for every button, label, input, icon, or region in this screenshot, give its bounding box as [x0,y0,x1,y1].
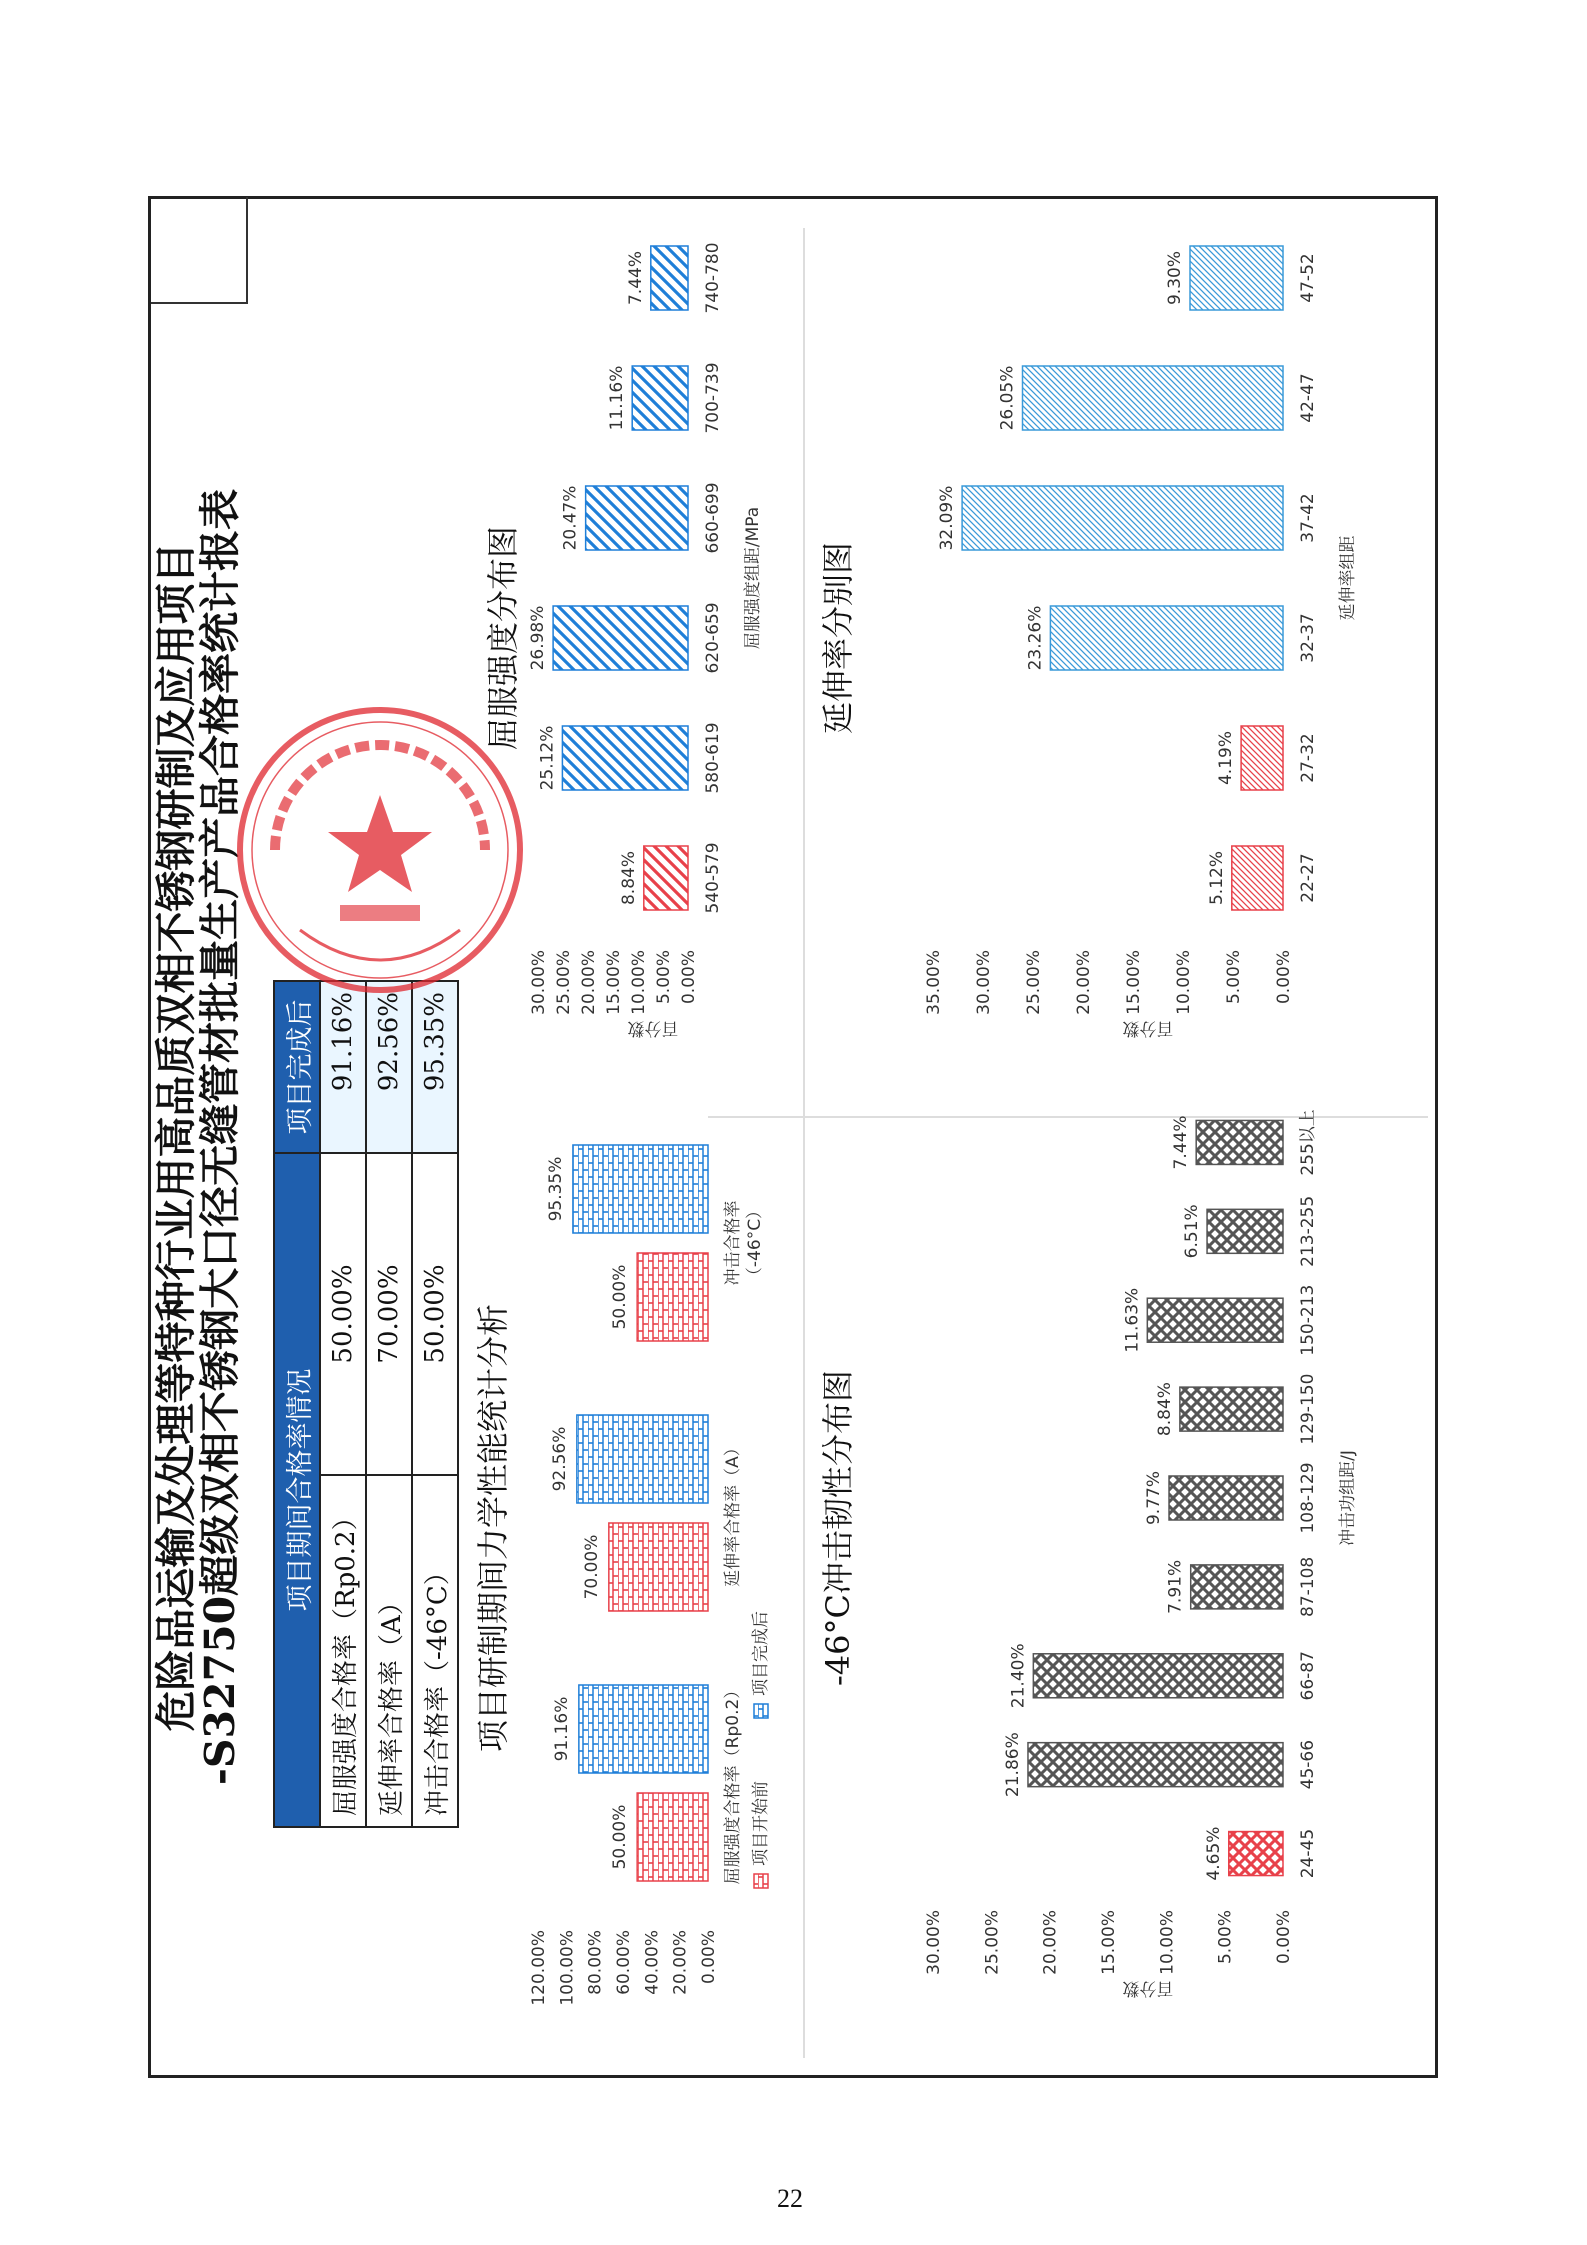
bar [1028,1743,1283,1787]
summary-row-after: 95.35% [412,981,458,1153]
bar [579,1685,708,1773]
chart-elong [813,198,1413,1078]
data-label: 8.84% [618,850,639,906]
bar [553,606,688,670]
bar [1207,1209,1283,1253]
legend-swatch [754,1874,768,1888]
y-tick-label: 25.00% [1024,950,1044,1015]
legend-swatch [754,1704,768,1718]
data-label: 32.09% [937,485,958,551]
bar [586,486,688,550]
data-label: 20.47% [560,485,581,551]
chart-title: 项目研制期间力学性能统计分析 [474,1304,512,1753]
chart-title: 屈服强度分布图 [484,526,522,751]
x-tick-label: 37-42 [1298,493,1318,543]
summary-row-after: 91.16% [320,981,366,1153]
x-tick-label: 屈服强度合格率（Rp0.2） [723,1681,743,1885]
data-label: 4.65% [1203,1826,1224,1881]
summary-row-name: 延伸率合格率（A） [366,1475,412,1827]
data-label: 50.00% [610,1804,631,1870]
bar [577,1415,708,1503]
summary-row-before: 50.00% [412,1153,458,1475]
chart-impact-svg [813,1078,1413,2038]
legend-label: 项目开始前 [751,1781,771,1866]
y-tick-label: 80.00% [585,1930,606,1995]
y-tick-label: 120.00% [529,1930,549,2006]
x-tick-label: 213-255 [1298,1195,1318,1267]
x-tick-label: 延伸率合格率（A） [723,1439,743,1587]
x-axis-label: 冲击功组距/J [1338,1450,1358,1546]
x-tick-label: （-46°C） [745,1201,765,1285]
y-tick-label: 15.00% [1124,950,1144,1015]
x-tick-label: 540-579 [703,842,723,914]
bar [644,846,688,910]
bar [1050,606,1283,670]
y-tick-label: 25.00% [982,1910,1003,1975]
summary-row-name: 冲击合格率（-46°C） [412,1475,458,1827]
bar [1033,1654,1283,1698]
data-label: 26.05% [997,365,1018,431]
data-label: 95.35% [545,1156,566,1222]
summary-row-name: 屈服强度合格率（Rp0.2） [320,1475,366,1827]
bar [562,726,688,790]
bar [632,366,688,430]
data-label: 9.77% [1144,1470,1165,1526]
bar [1196,1120,1283,1164]
summary-row [412,981,458,1827]
y-tick-label: 0.00% [1274,950,1294,1005]
data-label: 7.91% [1165,1559,1186,1614]
chart-title: 延伸率分别图 [819,542,857,735]
y-tick-label: 20.00% [670,1930,691,1995]
bar [1229,1832,1283,1876]
bar [637,1793,708,1881]
y-tick-label: 100.00% [557,1930,578,2006]
y-tick-label: 40.00% [642,1930,663,1995]
data-label: 26.98% [528,605,549,671]
summary-header-period: 项目期间合格率情况 [274,1153,320,1827]
bar [1023,366,1284,430]
x-tick-label: 45-66 [1298,1739,1318,1790]
data-label: 8.84% [1154,1382,1175,1437]
bar [962,486,1283,550]
y-tick-label: 0.00% [1274,1910,1294,1965]
x-tick-label: 32-37 [1298,613,1318,663]
data-label: 6.51% [1182,1204,1203,1259]
x-axis-label: 延伸率组距 [1338,535,1358,621]
y-tick-label: 30.00% [924,1910,944,1975]
bar [1180,1387,1283,1431]
y-tick-label: 30.00% [529,950,549,1015]
y-tick-label: 35.00% [924,950,944,1015]
x-axis-label: 屈服强度组距/MPa [743,506,763,650]
summary-table [273,980,459,1828]
data-label: 21.40% [1008,1643,1029,1709]
legend-label: 项目完成后 [751,1611,771,1696]
bar [1169,1476,1283,1520]
chart-elong-svg [813,198,1413,1078]
y-tick-label: 5.00% [1224,950,1244,1005]
y-tick-label: 10.00% [1157,1910,1178,1975]
data-label: 11.16% [607,365,628,431]
bar [1232,846,1283,910]
x-tick-label: 700-739 [703,362,723,434]
y-tick-label: 20.00% [1040,1910,1061,1975]
y-axis-label: 百分数 [1122,1978,1174,1998]
x-tick-label: 660-699 [703,482,723,554]
y-tick-label: 30.00% [974,950,994,1015]
x-tick-label: 27-32 [1298,733,1318,783]
y-tick-label: 15.00% [1099,1910,1119,1975]
y-tick-label: 10.00% [1174,950,1194,1015]
data-label: 70.00% [581,1534,602,1600]
x-tick-label: 22-27 [1298,853,1318,903]
bar [1191,1565,1283,1609]
data-label: 7.44% [1171,1115,1192,1170]
summary-row-before: 70.00% [366,1153,412,1475]
y-tick-label: 0.00% [699,1930,719,1985]
bar [609,1523,708,1611]
chart-title: -46°C冲击韧性分布图 [819,1369,857,1687]
data-label: 5.12% [1206,850,1227,906]
y-tick-label: 0.00% [679,950,699,1005]
summary-row-before: 50.00% [320,1153,366,1475]
bar [1190,246,1283,310]
y-tick-label: 5.00% [1215,1910,1236,1965]
data-label: 21.86% [1002,1732,1023,1798]
horizontal-divider [803,228,805,2058]
y-tick-label: 60.00% [614,1930,634,1995]
summary-row [320,981,366,1827]
x-tick-label: 47-52 [1298,253,1318,303]
y-axis-label: 百分数 [627,1018,679,1038]
y-axis-label: 百分数 [1122,1018,1174,1038]
data-label: 50.00% [610,1264,631,1330]
x-tick-label: 冲击合格率 [723,1200,743,1286]
summary-row-after: 92.56% [366,981,412,1153]
report-title [154,196,242,2078]
bar [573,1145,708,1233]
x-tick-label: 87-108 [1298,1556,1318,1617]
y-tick-label: 10.00% [629,950,649,1015]
data-label: 91.16% [551,1696,572,1762]
x-tick-label: 24-45 [1298,1828,1318,1879]
company-seal [230,700,530,1000]
bar [651,246,688,310]
chart-impact [813,1078,1413,2038]
x-tick-label: 740-780 [703,242,723,314]
title-line-1: 危险品运输及处理等特种行业用高品质双相不锈钢研制及应用项目 [152,542,200,1732]
y-tick-label: 20.00% [1074,950,1094,1015]
bar [1147,1298,1283,1342]
summary-header-after: 项目完成后 [274,981,320,1153]
y-tick-label: 5.00% [654,950,674,1005]
title-line-2: -S32750超级双相不锈钢大口径无缝管材批量生产产品合格率统计报表 [196,488,244,1786]
data-label: 23.26% [1025,605,1046,671]
y-tick-label: 20.00% [579,950,599,1015]
x-tick-label: 255以上 [1298,1109,1318,1176]
x-tick-label: 580-619 [703,722,723,794]
y-tick-label: 25.00% [554,950,574,1015]
y-tick-label: 15.00% [604,950,624,1015]
data-label: 92.56% [549,1426,570,1492]
data-label: 9.30% [1165,250,1185,306]
bar [637,1253,708,1341]
data-label: 25.12% [537,725,558,791]
data-label: 7.44% [625,250,646,306]
summary-header-row [274,981,320,1827]
x-tick-label: 108-129 [1298,1462,1318,1534]
rotated-report-sheet [148,196,1438,2078]
chart-mech [468,1078,798,2038]
x-tick-label: 129-150 [1298,1373,1318,1445]
x-tick-label: 66-87 [1298,1651,1318,1701]
data-label: 11.63% [1122,1287,1143,1353]
chart-mech-svg [468,1078,798,2038]
data-label: 4.19% [1216,730,1237,786]
summary-row [366,981,412,1827]
x-tick-label: 42-47 [1298,373,1318,423]
x-tick-label: 150-213 [1298,1284,1318,1356]
page-number: 22 [777,2184,803,2213]
bar [1241,726,1283,790]
x-tick-label: 620-659 [703,602,723,674]
